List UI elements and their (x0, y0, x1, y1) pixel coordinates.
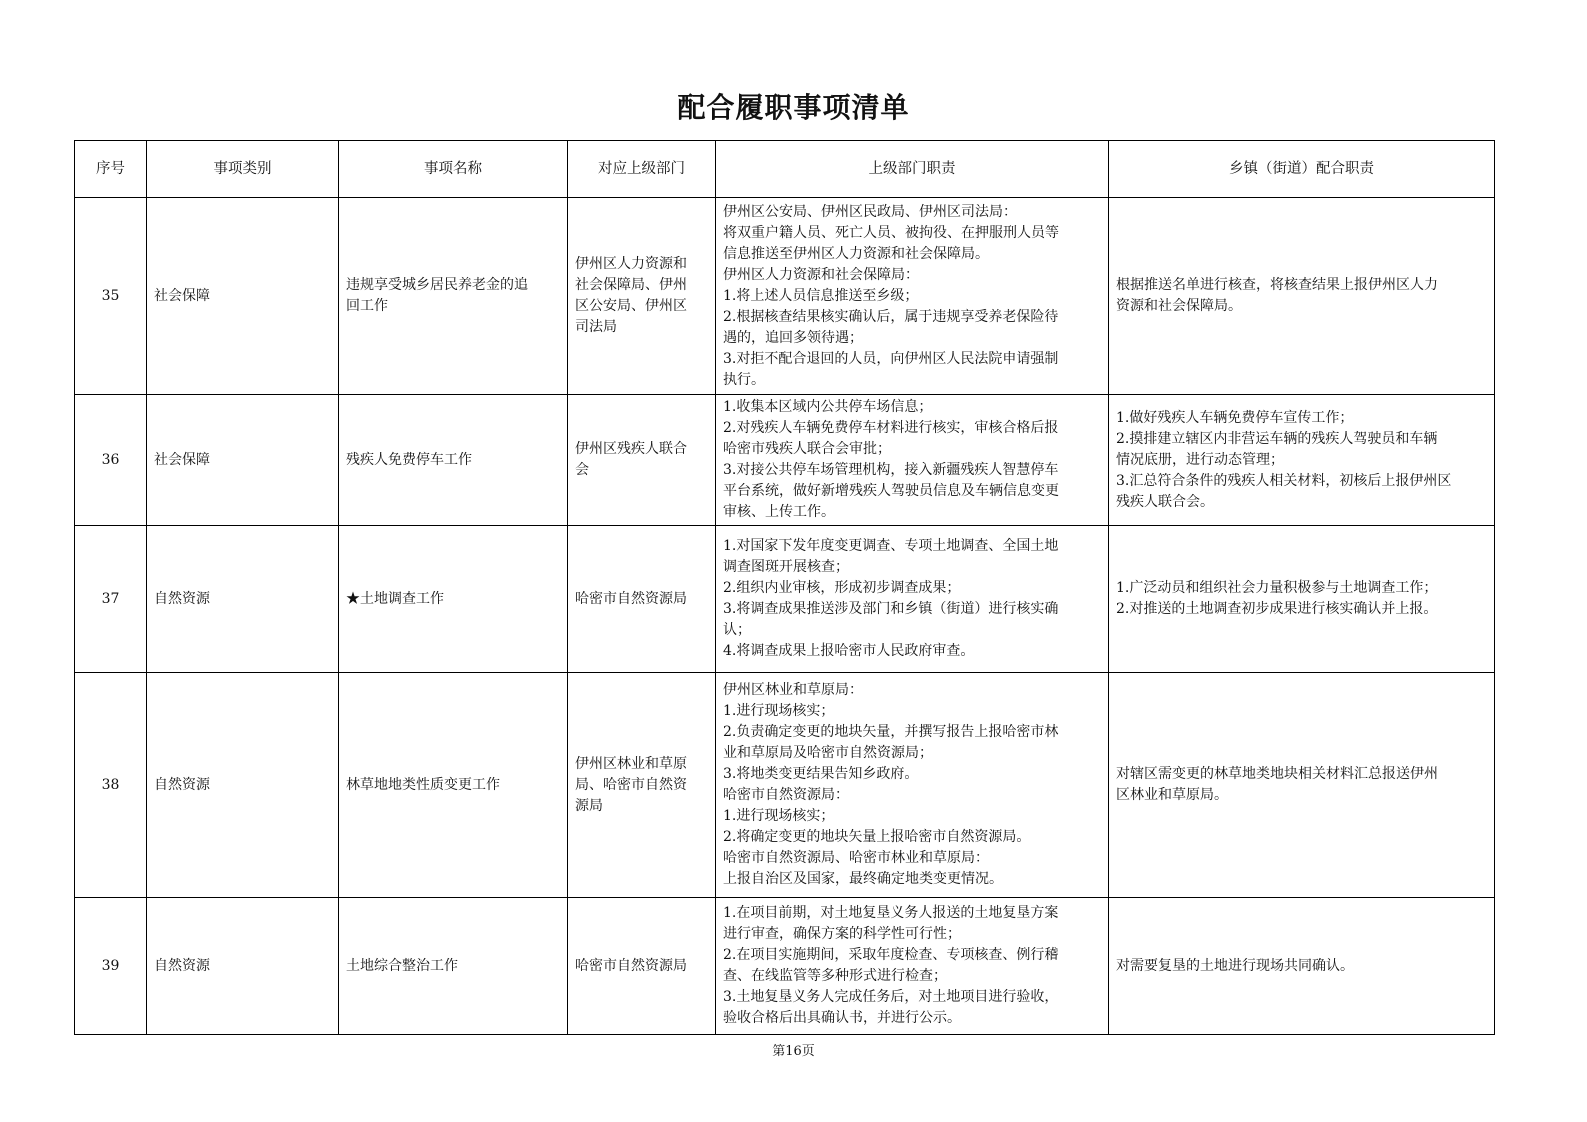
text-line: ★土地调查工作 (346, 590, 444, 607)
text-line: 1.收集本区域内公共停车场信息； (723, 399, 933, 415)
duty-table (74, 140, 1495, 1035)
text-line: 林草地地类性质变更工作 (346, 776, 500, 793)
text-line: 3.对接公共停车场管理机构，接入新疆残疾人智慧停车 (723, 462, 1059, 478)
row-department-duty (716, 898, 1109, 1035)
table-row (75, 898, 1495, 1035)
table-row (75, 673, 1495, 898)
text-line: 残疾人联合会。 (1116, 493, 1214, 510)
row-number: 38 (75, 673, 147, 898)
text-line: 残疾人免费停车工作 (346, 451, 472, 468)
text-line: 4.将调查成果上报哈密市人民政府审查。 (723, 643, 975, 659)
text-line: 3.对拒不配合退回的人员，向伊州区人民法院申请强制 (723, 350, 1059, 367)
row-number: 36 (75, 395, 147, 526)
text-line: 违规享受城乡居民养老金的追 (346, 277, 528, 293)
text-line: 司法局 (575, 319, 617, 335)
row-department-duty (716, 395, 1109, 526)
table-row (75, 526, 1495, 673)
text-line: 情况底册，进行动态管理； (1116, 451, 1284, 468)
text-line: 执行。 (723, 371, 765, 388)
header-department-duty: 上级部门职责 (716, 141, 1109, 198)
text-line: 进行审查，确保方案的科学性可行性； (723, 926, 961, 942)
text-line: 2.组织内业审核，形成初步调查成果； (723, 580, 961, 596)
text-line: 遇的，追回多领待遇； (723, 329, 863, 346)
row-department (568, 198, 716, 395)
text-line: 土地综合整治工作 (346, 957, 458, 974)
text-line: 3.汇总符合条件的残疾人相关材料，初核后上报伊州区 (1116, 472, 1452, 489)
table-row (75, 395, 1495, 526)
row-township-duty (1109, 898, 1495, 1035)
text-line: 1.做好残疾人车辆免费停车宣传工作； (1116, 409, 1354, 426)
text-line: 3.土地复垦义务人完成任务后，对土地项目进行验收， (723, 989, 1059, 1005)
table-row (75, 198, 1495, 395)
text-line: 哈密市自然资源局 (575, 590, 687, 607)
header-number: 序号 (75, 141, 147, 198)
header-department: 对应上级部门 (568, 141, 716, 198)
text-line: 审核、上传工作。 (723, 504, 835, 520)
text-line: 2.将确定变更的地块矢量上报哈密市自然资源局。 (723, 829, 1031, 845)
row-department (568, 526, 716, 673)
table-header-row (75, 141, 1495, 198)
header-category: 事项类别 (147, 141, 339, 198)
text-line: 区公安局、伊州区 (575, 298, 687, 314)
page-number: 第16页 (772, 1044, 815, 1059)
header-township-duty: 乡镇（街道）配合职责 (1109, 141, 1495, 198)
row-number: 35 (75, 198, 147, 395)
text-line: 根据推送名单进行核查，将核查结果上报伊州区人力 (1116, 277, 1438, 293)
text-line: 局、哈密市自然资 (575, 776, 687, 793)
row-department (568, 395, 716, 526)
row-category: 自然资源 (147, 526, 339, 673)
text-line: 1.将上述人员信息推送至乡级； (723, 287, 919, 304)
page-title: 配合履职事项清单 (677, 91, 910, 124)
row-item-name (339, 898, 568, 1035)
text-line: 平台系统，做好新增残疾人驾驶员信息及车辆信息变更 (723, 483, 1059, 499)
row-department (568, 898, 716, 1035)
header-item-name: 事项名称 (339, 141, 568, 198)
text-line: 哈密市自然资源局、哈密市林业和草原局： (723, 850, 989, 866)
text-line: 1.广泛动员和组织社会力量积极参与土地调查工作； (1116, 580, 1438, 596)
text-line: 2.对推送的土地调查初步成果进行核实确认并上报。 (1116, 601, 1438, 617)
row-number: 37 (75, 526, 147, 673)
row-department-duty (716, 526, 1109, 673)
row-category: 社会保障 (147, 395, 339, 526)
text-line: 1.进行现场核实； (723, 703, 835, 719)
text-line: 认； (723, 622, 751, 638)
row-category: 自然资源 (147, 673, 339, 898)
row-township-duty (1109, 395, 1495, 526)
row-category: 自然资源 (147, 898, 339, 1035)
row-department-duty (716, 673, 1109, 898)
text-line: 查、在线监管等多种形式进行检查； (723, 968, 947, 984)
text-line: 将双重户籍人员、死亡人员、被拘役、在押服刑人员等 (723, 224, 1059, 241)
text-line: 业和草原局及哈密市自然资源局； (723, 745, 933, 761)
row-department-duty (716, 198, 1109, 395)
text-line: 上报自治区及国家，最终确定地类变更情况。 (723, 871, 1003, 887)
text-line: 哈密市自然资源局 (575, 957, 687, 974)
text-line: 哈密市自然资源局： (723, 787, 849, 803)
text-line: 2.负责确定变更的地块矢量，并撰写报告上报哈密市林 (723, 724, 1059, 740)
text-line: 伊州区人力资源和社会保障局： (723, 266, 919, 283)
row-township-duty (1109, 526, 1495, 673)
text-line: 对辖区需变更的林草地类地块相关材料汇总报送伊州 (1116, 766, 1438, 782)
text-line: 区林业和草原局。 (1116, 787, 1228, 803)
text-line: 2.对残疾人车辆免费停车材料进行核实，审核合格后报 (723, 420, 1059, 436)
row-item-name (339, 526, 568, 673)
text-line: 3.将地类变更结果告知乡政府。 (723, 766, 919, 782)
text-line: 2.摸排建立辖区内非营运车辆的残疾人驾驶员和车辆 (1116, 430, 1438, 447)
text-line: 1.对国家下发年度变更调查、专项土地调查、全国土地 (723, 538, 1059, 554)
text-line: 伊州区林业和草原 (575, 755, 687, 772)
text-line: 对需要复垦的土地进行现场共同确认。 (1116, 957, 1354, 974)
text-line: 伊州区残疾人联合 (575, 441, 687, 457)
text-line: 1.在项目前期，对土地复垦义务人报送的土地复垦方案 (723, 905, 1059, 921)
text-line: 哈密市残疾人联合会审批； (723, 441, 891, 457)
text-line: 源局 (575, 797, 603, 814)
text-line: 伊州区人力资源和 (575, 256, 687, 272)
row-department (568, 673, 716, 898)
text-line: 伊州区林业和草原局： (723, 682, 863, 698)
text-line: 会 (575, 462, 589, 478)
text-line: 验收合格后出具确认书，并进行公示。 (723, 1010, 961, 1026)
row-item-name (339, 673, 568, 898)
text-line: 1.进行现场核实； (723, 808, 835, 824)
text-line: 社会保障局、伊州 (575, 277, 687, 293)
row-item-name (339, 395, 568, 526)
row-number: 39 (75, 898, 147, 1035)
row-township-duty (1109, 673, 1495, 898)
text-line: 资源和社会保障局。 (1116, 298, 1242, 314)
text-line: 信息推送至伊州区人力资源和社会保障局。 (723, 245, 989, 262)
text-line: 2.在项目实施期间，采取年度检查、专项核查、例行稽 (723, 947, 1059, 963)
row-township-duty (1109, 198, 1495, 395)
text-line: 3.将调查成果推送涉及部门和乡镇（街道）进行核实确 (723, 601, 1059, 617)
text-line: 调查图斑开展核查； (723, 559, 849, 575)
text-line: 伊州区公安局、伊州区民政局、伊州区司法局： (723, 203, 1017, 220)
row-item-name (339, 198, 568, 395)
text-line: 2.根据核查结果核实确认后，属于违规享受养老保险待 (723, 308, 1059, 325)
text-line: 回工作 (346, 298, 388, 314)
row-category: 社会保障 (147, 198, 339, 395)
